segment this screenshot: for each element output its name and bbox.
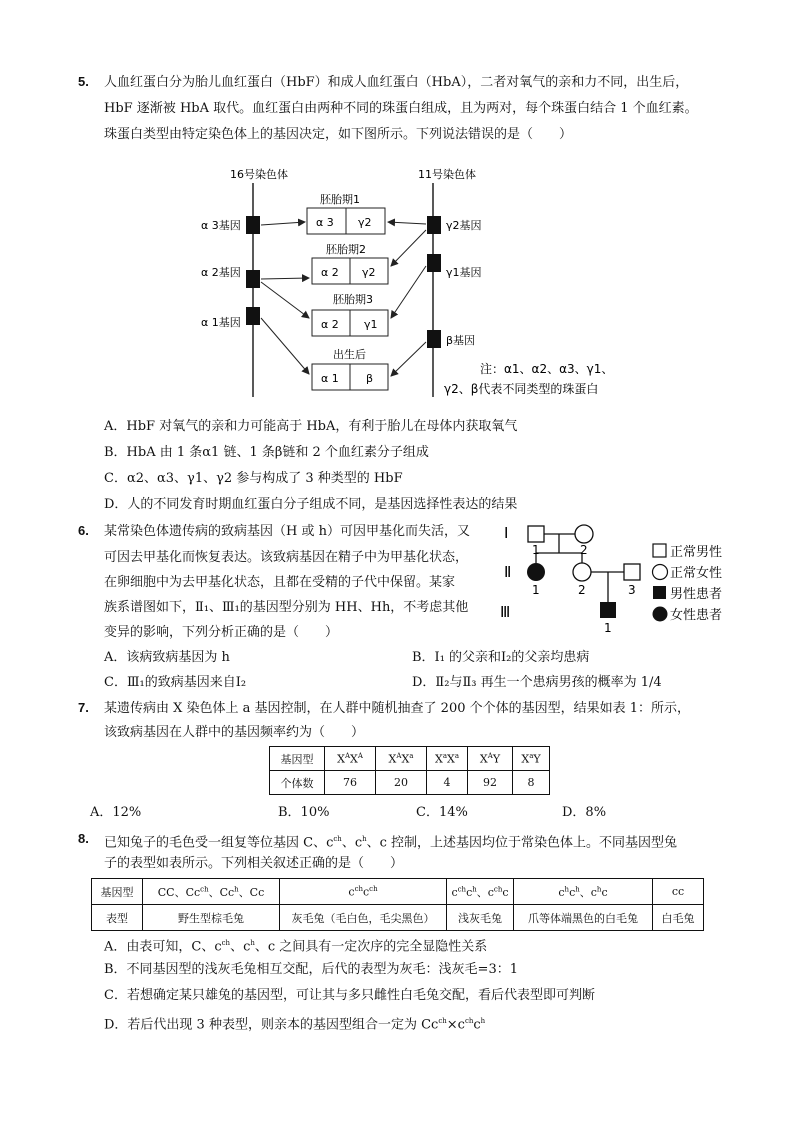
chr11-label: 11号染色体 (418, 168, 476, 181)
legend-affected-female: 女性患者 (670, 608, 723, 623)
alpha2-gene-label: α 2基因 (201, 266, 241, 279)
genotype-light-gray: $c^{ch}c^h$、$c^{ch}c$ (447, 879, 514, 905)
genotype-himalayan: $c^hc^h$、$c^hc$ (514, 879, 653, 905)
stage-embryo1-b: γ2 (358, 216, 372, 229)
genotype-albino: cc (653, 879, 704, 905)
phenotype-chinchilla: 灰毛兔（毛白色，毛尖黑色） (280, 905, 447, 931)
table1-header-label: 基因型 (270, 747, 325, 771)
stage-embryo1-a: α 3 (316, 216, 334, 229)
alpha3-gene-label: α 3基因 (201, 219, 241, 232)
alpha2-gene-block (246, 270, 260, 288)
beta-gene-block (427, 330, 441, 348)
q5-option-d[interactable]: D．人的不同发育时期血红蛋白分子组成不同，是基因选择性表达的结果 (104, 497, 518, 512)
legend-normal-male: 正常男性 (670, 545, 723, 560)
question-5-line-2: HbF 逐渐被 HbA 取代。血红蛋白由两种不同的珠蛋白组成，且为两对，每个珠蛋白结合 1 个血红素。 (104, 101, 698, 116)
q5-option-c[interactable]: C．α2、α3、γ1、γ2 参与构成了 3 种类型的 HbF (104, 471, 403, 486)
II1-affected-female (527, 563, 545, 581)
legend-normal-female: 正常女性 (670, 566, 723, 581)
question-7-line-1: 某遗传病由 X 染色体上 a 基因控制，在人群中随机抽查了 200 个个体的基因型，结果如表 1：所示， (104, 701, 691, 716)
genotype-XAXA: $X^AX^A$ (325, 747, 376, 771)
legend-affected-male-icon (653, 586, 666, 599)
arrow-alpha2-embryo3 (261, 282, 309, 318)
question-5-number: 5. (78, 74, 89, 89)
question-6-line-5: 变异的影响，下列分析正确的是（ ） (104, 625, 339, 640)
q8-option-c[interactable]: C．若想确定某只雄兔的基因型，可让其与多只雌性白毛兔交配，看后代表型即可判断 (104, 988, 595, 1003)
arrow-alpha1 (261, 318, 309, 374)
genotype-XAY: $X^AY$ (468, 747, 513, 771)
diagram-note-2: γ2、β代表不同类型的珠蛋白 (444, 382, 599, 396)
arrow-alpha3 (261, 222, 305, 225)
stage-embryo3-a: α 2 (321, 318, 339, 331)
count-XaY: 8 (513, 771, 550, 795)
count-XaXa: 4 (427, 771, 468, 795)
gamma2-gene-label: γ2基因 (446, 219, 482, 232)
generation-II-label: Ⅱ (504, 563, 512, 581)
stage-embryo1-title: 胚胎期1 (320, 193, 360, 206)
q6-option-a[interactable]: A．该病致病基因为 h (104, 650, 230, 665)
arrow-gamma2-embryo1 (388, 222, 426, 224)
q8-option-d[interactable]: D．若后代出现 3 种表型，则亲本的基因型组合一定为 $Cc^{ch}\times c^{ch}c^h$ (104, 1017, 486, 1033)
question-5-line-3: 珠蛋白类型由特定染色体上的基因决定，如下图所示。下列说法错误的是（ ） (104, 127, 573, 142)
stage-embryo3-b: γ1 (364, 318, 378, 331)
genotype-XaY: $X^aY$ (513, 747, 550, 771)
question-5-line-1: 人血红蛋白分为胎儿血红蛋白（HbF）和成人血红蛋白（HbA），二者对氧气的亲和力不同，出生后， (104, 75, 689, 90)
stage-embryo2-title: 胚胎期2 (326, 243, 366, 256)
rabbit-phenotype-table (91, 878, 704, 931)
legend-normal-male-icon (653, 544, 666, 557)
question-8-line-1: 已知兔子的毛色受一组复等位基因 C、$c^{ch}$、$c^h$、c 控制，上述基因均位于常染色体上。不同基因型兔 (104, 835, 678, 851)
q7-option-a[interactable]: A．12% (90, 805, 142, 820)
alpha3-gene-block (246, 216, 260, 234)
I2-normal-female (575, 525, 593, 543)
I2-number: 2 (580, 543, 588, 557)
phenotype-light-gray: 浅灰毛兔 (447, 905, 514, 931)
hemoglobin-gene-diagram (0, 0, 793, 420)
gamma1-gene-label: γ1基因 (446, 266, 482, 279)
question-6-number: 6. (78, 523, 89, 538)
chr16-label: 16号染色体 (230, 168, 288, 181)
table2-phenotype-label: 表型 (92, 905, 143, 931)
q8-option-a[interactable]: A．由表可知，C、$c^{ch}$、$c^h$、c 之间具有一定次序的完全显隐性关系 (104, 939, 488, 955)
stage-embryo3-title: 胚胎期3 (333, 293, 373, 306)
stage-embryo2-b: γ2 (362, 266, 376, 279)
arrow-gamma2-embryo2 (391, 230, 426, 266)
II3-normal-male (624, 564, 640, 580)
arrow-beta (391, 342, 426, 376)
beta-gene-label: β基因 (446, 334, 476, 347)
alpha1-gene-label: α 1基因 (201, 316, 241, 329)
genotype-XAXa: $X^AX^a$ (376, 747, 427, 771)
count-XAXa: 20 (376, 771, 427, 795)
question-7-line-2: 该致病基因在人群中的基因频率约为（ ） (104, 725, 365, 740)
question-8-line-2: 子的表型如表所示。下列相关叙述正确的是（ ） (104, 856, 404, 871)
legend-affected-female-icon (653, 607, 668, 622)
I1-number: 1 (532, 543, 540, 557)
q6-option-c[interactable]: C．Ⅲ₁的致病基因来自I₂ (104, 675, 247, 690)
III1-number: 1 (604, 621, 612, 635)
q6-option-b[interactable]: B．I₁ 的父亲和I₂的父亲均患病 (412, 650, 590, 665)
generation-III-label: Ⅲ (500, 603, 511, 621)
gamma1-gene-block (427, 254, 441, 272)
arrow-gamma1 (391, 266, 426, 318)
phenotype-wild: 野生型棕毛兔 (143, 905, 280, 931)
count-XAY: 92 (468, 771, 513, 795)
genotype-count-table (269, 746, 550, 795)
alpha1-gene-block (246, 307, 260, 325)
III1-affected-male (600, 602, 616, 618)
question-6-line-2: 可因去甲基化而恢复表达。该致病基因在精子中为甲基化状态， (104, 550, 469, 565)
pedigree-chart (490, 518, 770, 636)
legend-affected-male: 男性患者 (670, 587, 723, 602)
stage-embryo2-a: α 2 (321, 266, 339, 279)
table1-count-label: 个体数 (270, 771, 325, 795)
II2-number: 2 (578, 583, 586, 597)
q8-option-b[interactable]: B．不同基因型的浅灰毛兔相互交配，后代的表型为灰毛：浅灰毛=3：1 (104, 962, 518, 977)
phenotype-albino: 白毛兔 (653, 905, 704, 931)
q5-option-a[interactable]: A．HbF 对氧气的亲和力可能高于 HbA，有利于胎儿在母体内获取氧气 (104, 419, 518, 434)
generation-I-label: I (504, 524, 509, 542)
stage-postnatal-b: β (366, 372, 374, 385)
phenotype-himalayan: 爪等体端黑色的白毛兔 (514, 905, 653, 931)
II1-number: 1 (532, 583, 540, 597)
q7-option-c[interactable]: C．14% (416, 805, 468, 820)
gamma2-gene-block (427, 216, 441, 234)
II2-normal-female (573, 563, 591, 581)
stage-postnatal-title: 出生后 (333, 348, 366, 361)
I1-normal-male (528, 526, 544, 542)
genotype-chinchilla: $c^{ch}c^{ch}$ (280, 879, 447, 905)
count-XAXA: 76 (325, 771, 376, 795)
stage-postnatal-a: α 1 (321, 372, 339, 385)
q7-option-b[interactable]: B．10% (278, 805, 330, 820)
II3-number: 3 (628, 583, 636, 597)
q6-option-d[interactable]: D．Ⅱ₂与Ⅱ₃ 再生一个患病男孩的概率为 1/4 (412, 675, 662, 690)
arrow-alpha2-embryo2 (261, 278, 309, 279)
question-6-line-4: 族系谱图如下，Ⅱ₁、Ⅲ₁的基因型分别为 HH、Hh，不考虑其他 (104, 600, 469, 615)
question-7-number: 7. (78, 700, 89, 715)
genotype-wild: CC、$Cc^{ch}$、Cc$^h$、Cc (143, 879, 280, 905)
diagram-note-1: 注：α1、α2、α3、γ1、 (480, 362, 614, 376)
q5-option-b[interactable]: B．HbA 由 1 条α1 链、1 条β链和 2 个血红素分子组成 (104, 445, 429, 460)
question-6-line-1: 某常染色体遗传病的致病基因（H 或 h）可因甲基化而失活，又 (104, 524, 470, 539)
table2-genotype-label: 基因型 (92, 879, 143, 905)
q7-option-d[interactable]: D．8% (562, 805, 607, 820)
legend-normal-female-icon (653, 565, 668, 580)
genotype-XaXa: $X^aX^a$ (427, 747, 468, 771)
question-8-number: 8. (78, 831, 89, 846)
question-6-line-3: 在卵细胞中为去甲基化状态，且都在受精的子代中保留。某家 (104, 575, 456, 590)
